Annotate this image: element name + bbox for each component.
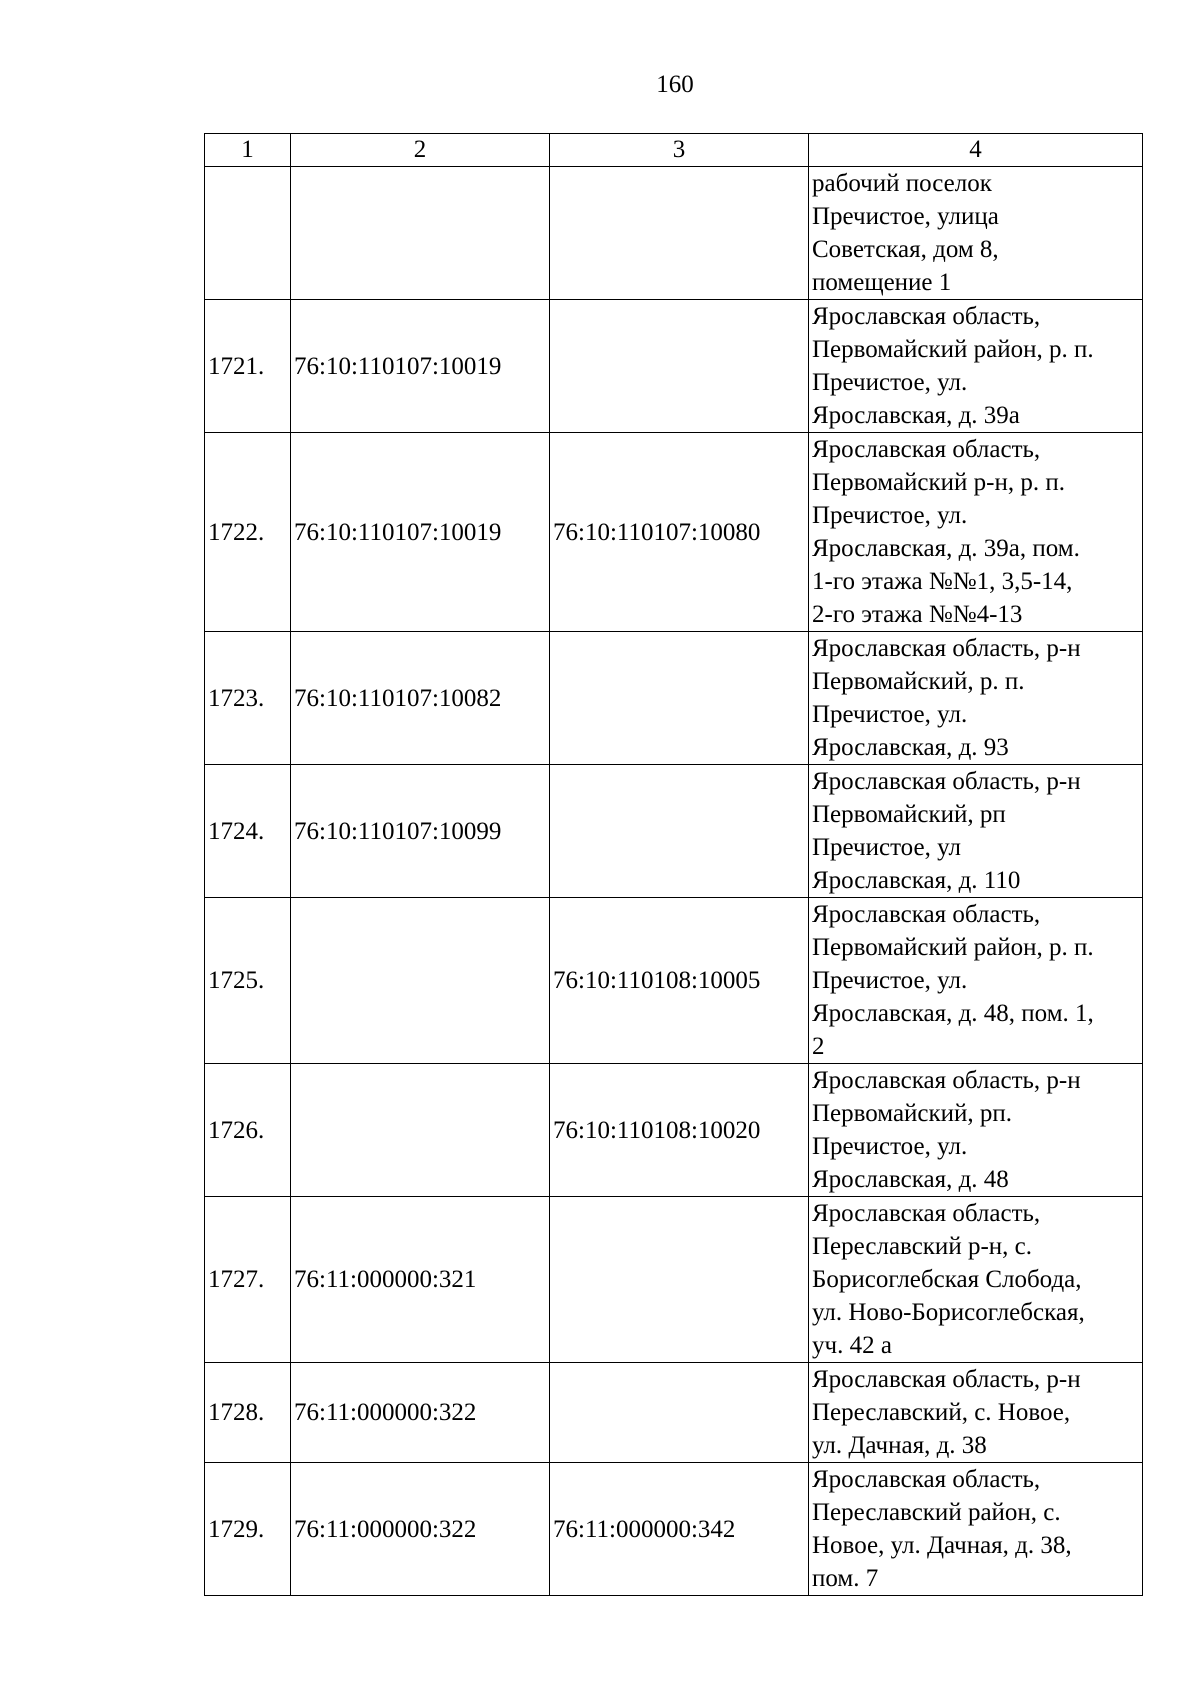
table-row [205,1363,1143,1463]
address-line: Ярославская область, р-н [812,635,1081,662]
address-cell [809,1463,1143,1596]
cadastral-number-object: 76:10:110108:10020 [550,1064,809,1197]
address-line: 2 [812,1033,825,1060]
address-line: Первомайский район, р. п. [812,336,1094,363]
table-row [205,1064,1143,1197]
address-cell [809,1363,1143,1463]
address-line: ул. Ново-Борисоглебская, [812,1299,1085,1326]
cadastral-number-land: 76:11:000000:322 [291,1363,550,1463]
address-line: Первомайский, рп. [812,1100,1013,1127]
address-line: уч. 42 а [812,1332,892,1359]
row-number: 1726. [205,1064,291,1197]
table-row [205,898,1143,1064]
address-line: Ярославская, д. 48 [812,1166,1009,1193]
page-number: 160 [656,71,694,98]
address-line: Ярославская область, [812,1466,1041,1493]
table-row [205,300,1143,433]
address-line: Первомайский, рп [812,801,1006,828]
cadastral-number-object: 76:11:000000:342 [550,1463,809,1596]
table-row [205,1197,1143,1363]
registry-table [204,133,1143,1596]
cadastral-number-object [550,765,809,898]
address-line: Ярославская область, [812,901,1041,928]
header-row [205,134,1143,167]
address-line: Первомайский, р. п. [812,668,1025,695]
address-line: Ярославская, д. 39а [812,402,1020,429]
address-cell [809,765,1143,898]
table-row [205,433,1143,632]
address-line: Ярославская область, [812,303,1041,330]
cadastral-number-land [291,1064,550,1197]
address-line: Ярославская область, [812,1200,1041,1227]
table-body [205,167,1143,1596]
address-line: Ярославская область, [812,436,1041,463]
address-line: Ярославская область, р-н [812,1366,1081,1393]
row-number: 1724. [205,765,291,898]
address-cell [809,632,1143,765]
table-row [205,167,1143,300]
address-line: Пречистое, ул [812,834,961,861]
table-row [205,1463,1143,1596]
address-line: Ярославская, д. 110 [812,867,1021,894]
cadastral-number-object [550,1363,809,1463]
address-line: Ярославская область, р-н [812,768,1081,795]
address-line: Первомайский р-н, р. п. [812,469,1066,496]
row-number: 1727. [205,1197,291,1363]
address-line: Борисоглебская Слобода, [812,1266,1082,1293]
address-line: Советская, дом 8, [812,236,999,263]
column-header-4: 4 [809,134,1143,167]
address-cell [809,433,1143,632]
address-cell [809,1197,1143,1363]
cadastral-number-object [550,167,809,300]
cadastral-number-land: 76:11:000000:322 [291,1463,550,1596]
address-cell [809,300,1143,433]
address-line: Пречистое, ул. [812,502,968,529]
address-line: Пречистое, ул. [812,967,968,994]
address-line: Переславский р-н, с. [812,1233,1032,1260]
address-cell [809,898,1143,1064]
row-number: 1728. [205,1363,291,1463]
row-number: 1729. [205,1463,291,1596]
column-header-3: 3 [550,134,809,167]
row-number: 1725. [205,898,291,1064]
row-number: 1723. [205,632,291,765]
cadastral-number-object [550,300,809,433]
address-line: Переславский район, с. [812,1499,1061,1526]
row-number: 1721. [205,300,291,433]
address-line: Новое, ул. Дачная, д. 38, [812,1532,1072,1559]
address-line: помещение 1 [812,269,952,296]
address-line: Ярославская область, р-н [812,1067,1081,1094]
address-line: Переславский, с. Новое, [812,1399,1071,1426]
table-row [205,632,1143,765]
address-line: 1-го этажа №№1, 3,5-14, [812,568,1073,595]
cadastral-number-land: 76:10:110107:10082 [291,632,550,765]
row-number [205,167,291,300]
cadastral-number-land: 76:10:110107:10019 [291,433,550,632]
column-header-2: 2 [291,134,550,167]
row-number: 1722. [205,433,291,632]
address-line: Первомайский район, р. п. [812,934,1094,961]
cadastral-number-land: 76:10:110107:10099 [291,765,550,898]
address-line: рабочий поселок [812,170,992,197]
address-line: Ярославская, д. 93 [812,734,1009,761]
address-cell [809,167,1143,300]
address-line: Ярославская, д. 39а, пом. [812,535,1080,562]
cadastral-number-object: 76:10:110107:10080 [550,433,809,632]
table-header [205,134,1143,167]
cadastral-number-object [550,632,809,765]
cadastral-number-land: 76:11:000000:321 [291,1197,550,1363]
cadastral-number-land [291,898,550,1064]
cadastral-number-land: 76:10:110107:10019 [291,300,550,433]
cadastral-number-object: 76:10:110108:10005 [550,898,809,1064]
cadastral-number-land [291,167,550,300]
address-line: Пречистое, ул. [812,1133,968,1160]
cadastral-number-object [550,1197,809,1363]
address-line: Пречистое, ул. [812,701,968,728]
table-row [205,765,1143,898]
address-line: Ярославская, д. 48, пом. 1, [812,1000,1094,1027]
address-cell [809,1064,1143,1197]
address-line: пом. 7 [812,1565,879,1592]
address-line: 2-го этажа №№4-13 [812,601,1023,628]
address-line: Пречистое, ул. [812,369,968,396]
column-header-1: 1 [205,134,291,167]
address-line: Пречистое, улица [812,203,999,230]
address-line: ул. Дачная, д. 38 [812,1432,987,1459]
